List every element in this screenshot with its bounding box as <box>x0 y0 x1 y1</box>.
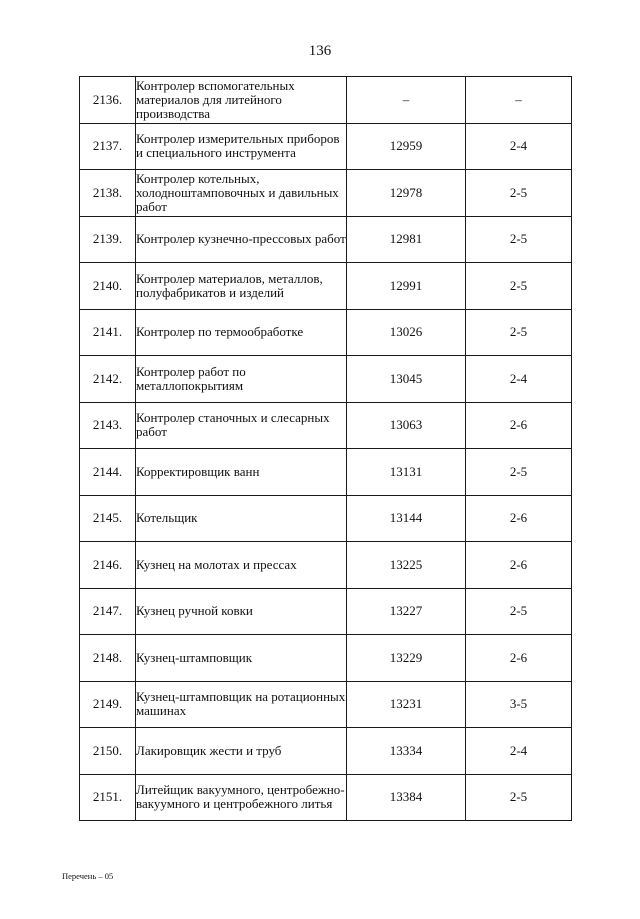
table-row <box>80 123 572 170</box>
grade-range: 2-5 <box>466 263 572 310</box>
grade-range: 2-5 <box>466 170 572 217</box>
grade-range: 2-6 <box>466 635 572 682</box>
table-body <box>80 77 572 821</box>
profession-name: Кузнец ручной ковки <box>136 588 347 635</box>
grade-range: 2-4 <box>466 123 572 170</box>
profession-code: 13334 <box>347 728 466 775</box>
table-row <box>80 216 572 263</box>
table-row <box>80 170 572 217</box>
profession-code: 13229 <box>347 635 466 682</box>
profession-code: 13384 <box>347 774 466 821</box>
row-number: 2142. <box>80 356 136 403</box>
row-number: 2139. <box>80 216 136 263</box>
profession-name: Кузнец-штамповщик <box>136 635 347 682</box>
profession-code: 12991 <box>347 263 466 310</box>
profession-name: Контролер по термообработке <box>136 309 347 356</box>
profession-code: 13045 <box>347 356 466 403</box>
row-number: 2136. <box>80 77 136 124</box>
grade-range: – <box>466 77 572 124</box>
row-number: 2141. <box>80 309 136 356</box>
grade-range: 2-5 <box>466 309 572 356</box>
profession-code: 12978 <box>347 170 466 217</box>
table-row <box>80 681 572 728</box>
row-number: 2147. <box>80 588 136 635</box>
table-row <box>80 263 572 310</box>
profession-code: 13063 <box>347 402 466 449</box>
profession-code: 13227 <box>347 588 466 635</box>
profession-table <box>79 76 572 821</box>
row-number: 2140. <box>80 263 136 310</box>
row-number: 2138. <box>80 170 136 217</box>
profession-name: Котельщик <box>136 495 347 542</box>
profession-name: Контролер материалов, металлов, полуфабрикатов и изделий <box>136 263 347 310</box>
profession-code: 13231 <box>347 681 466 728</box>
profession-code: 12981 <box>347 216 466 263</box>
row-number: 2145. <box>80 495 136 542</box>
profession-name: Контролер котельных, холодноштамповочных и давильных работ <box>136 170 347 217</box>
grade-range: 2-4 <box>466 356 572 403</box>
row-number: 2137. <box>80 123 136 170</box>
grade-range: 2-6 <box>466 402 572 449</box>
profession-name: Контролер вспомогательных материалов для литейного производства <box>136 77 347 124</box>
profession-name: Контролер кузнечно-прессовых работ <box>136 216 347 263</box>
profession-code: 13144 <box>347 495 466 542</box>
profession-name: Корректировщик ванн <box>136 449 347 496</box>
profession-name: Контролер измерительных приборов и специального инструмента <box>136 123 347 170</box>
profession-code: – <box>347 77 466 124</box>
profession-name: Контролер работ по металлопокрытиям <box>136 356 347 403</box>
table-row <box>80 449 572 496</box>
profession-name: Кузнец на молотах и прессах <box>136 542 347 589</box>
footer-label: Перечень – 05 <box>62 871 114 881</box>
grade-range: 3-5 <box>466 681 572 728</box>
grade-range: 2-6 <box>466 542 572 589</box>
table-row <box>80 77 572 124</box>
profession-name: Контролер станочных и слесарных работ <box>136 402 347 449</box>
grade-range: 2-6 <box>466 495 572 542</box>
table-row <box>80 635 572 682</box>
row-number: 2143. <box>80 402 136 449</box>
row-number: 2151. <box>80 774 136 821</box>
table-row <box>80 542 572 589</box>
row-number: 2144. <box>80 449 136 496</box>
profession-name: Лакировщик жести и труб <box>136 728 347 775</box>
table-row <box>80 495 572 542</box>
row-number: 2150. <box>80 728 136 775</box>
profession-code: 13131 <box>347 449 466 496</box>
table-row <box>80 402 572 449</box>
profession-code: 12959 <box>347 123 466 170</box>
table-row <box>80 309 572 356</box>
row-number: 2149. <box>80 681 136 728</box>
table-row <box>80 774 572 821</box>
grade-range: 2-5 <box>466 588 572 635</box>
row-number: 2148. <box>80 635 136 682</box>
page-number: 136 <box>308 43 332 59</box>
profession-code: 13225 <box>347 542 466 589</box>
table-row <box>80 588 572 635</box>
profession-code: 13026 <box>347 309 466 356</box>
row-number: 2146. <box>80 542 136 589</box>
grade-range: 2-5 <box>466 449 572 496</box>
profession-name: Литейщик вакуумного, центробежно-вакуумного и центробежного литья <box>136 774 347 821</box>
table-row <box>80 356 572 403</box>
grade-range: 2-5 <box>466 216 572 263</box>
profession-name: Кузнец-штамповщик на ротационных машинах <box>136 681 347 728</box>
table-row <box>80 728 572 775</box>
grade-range: 2-4 <box>466 728 572 775</box>
grade-range: 2-5 <box>466 774 572 821</box>
